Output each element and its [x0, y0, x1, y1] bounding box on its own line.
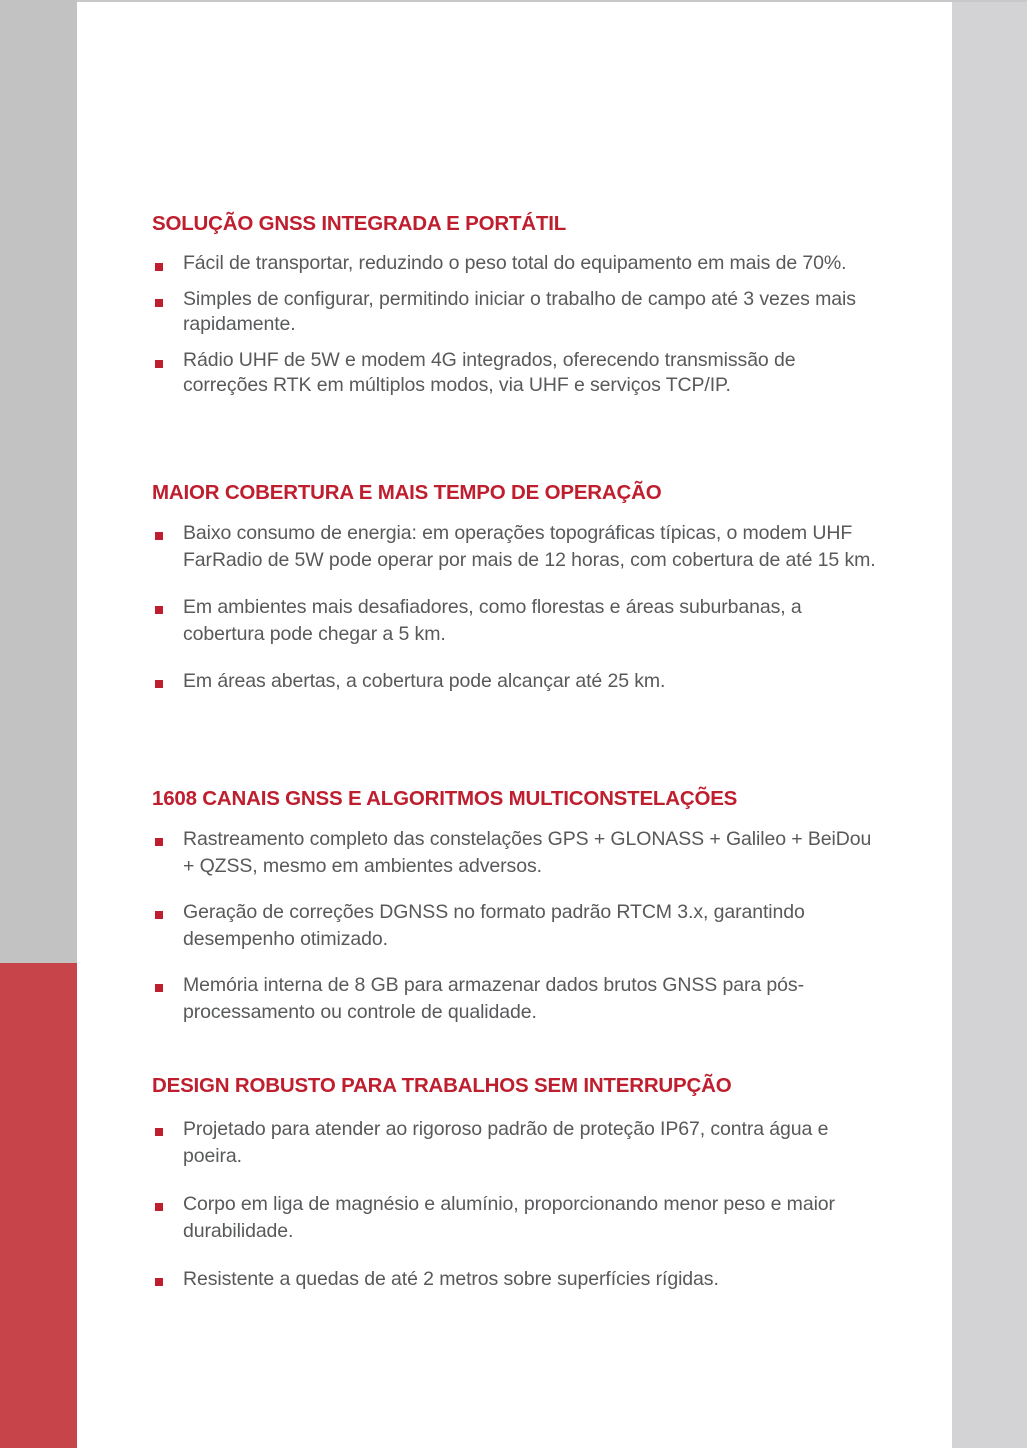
section-rugged-design: [152, 1074, 876, 1314]
list-item-text: Resistente a quedas de até 2 metros sobre superfícies rígidas.: [183, 1268, 719, 1290]
list-item: [152, 826, 876, 880]
list-item-text: Rádio UHF de 5W e modem 4G integrados, oferecendo transmissão de correções RTK em múltiplos modos, via UHF e serviços TCP/IP.: [183, 349, 796, 396]
bullet-list: [152, 826, 876, 1026]
bullet-square-icon: [155, 680, 163, 688]
list-item: [152, 520, 876, 574]
bullet-square-icon: [155, 299, 163, 307]
top-page-edge-line: [77, 0, 1027, 2]
list-item: [152, 348, 876, 398]
list-item-text: Baixo consumo de energia: em operações topográficas típicas, o modem UHF FarRadio de 5W pode operar por mais de 12 horas, com cobertura de até 15 km.: [183, 522, 876, 571]
left-accent-band-gray: [0, 0, 77, 963]
list-item: [152, 668, 876, 695]
bullet-square-icon: [155, 838, 163, 846]
list-item-text: Memória interna de 8 GB para armazenar dados brutos GNSS para pós-processamento ou controle de qualidade.: [183, 974, 804, 1023]
bullet-square-icon: [155, 984, 163, 992]
bullet-square-icon: [155, 911, 163, 919]
section-channels-algorithms: [152, 787, 876, 1045]
section-title: DESIGN ROBUSTO PARA TRABALHOS SEM INTERRUPÇÃO: [152, 1074, 732, 1097]
left-accent-band-red: [0, 963, 77, 1448]
section-title: SOLUÇÃO GNSS INTEGRADA E PORTÁTIL: [152, 212, 567, 235]
list-item: [152, 287, 876, 337]
bullet-square-icon: [155, 606, 163, 614]
section-gnss-solution: [152, 212, 876, 409]
list-item-text: Fácil de transportar, reduzindo o peso total do equipamento em mais de 70%.: [183, 252, 847, 274]
section-coverage-operation: [152, 481, 876, 715]
bullet-square-icon: [155, 1278, 163, 1286]
list-item-text: Rastreamento completo das constelações GPS + GLONASS + Galileo + BeiDou + QZSS, mesmo em ambientes adversos.: [183, 828, 872, 877]
list-item: [152, 972, 876, 1026]
list-item-text: Projetado para atender ao rigoroso padrão de proteção IP67, contra água e poeira.: [183, 1118, 829, 1167]
bullet-square-icon: [155, 1203, 163, 1211]
list-item: [152, 1116, 876, 1170]
list-item-text: Simples de configurar, permitindo iniciar o trabalho de campo até 3 vezes mais rapidamente.: [183, 288, 856, 335]
list-item-text: Corpo em liga de magnésio e alumínio, proporcionando menor peso e maior durabilidade.: [183, 1193, 835, 1242]
right-page-margin-band: [952, 0, 1027, 1448]
section-title: MAIOR COBERTURA E MAIS TEMPO DE OPERAÇÃO: [152, 481, 662, 504]
bullet-square-icon: [155, 360, 163, 368]
list-item-text: Geração de correções DGNSS no formato padrão RTCM 3.x, garantindo desempenho otimizado.: [183, 901, 805, 950]
bullet-list: [152, 520, 876, 695]
bullet-square-icon: [155, 1128, 163, 1136]
bullet-square-icon: [155, 532, 163, 540]
list-item-text: Em áreas abertas, a cobertura pode alcançar até 25 km.: [183, 670, 666, 692]
section-title: 1608 CANAIS GNSS E ALGORITMOS MULTICONSTELAÇÕES: [152, 787, 738, 810]
list-item: [152, 1266, 876, 1293]
list-item: [152, 899, 876, 953]
list-item: [152, 594, 876, 648]
bullet-square-icon: [155, 263, 163, 271]
list-item: [152, 251, 876, 276]
bullet-list: [152, 1116, 876, 1293]
bullet-list: [152, 251, 876, 398]
list-item-text: Em ambientes mais desafiadores, como florestas e áreas suburbanas, a cobertura pode chegar a 5 km.: [183, 596, 802, 645]
list-item: [152, 1191, 876, 1245]
